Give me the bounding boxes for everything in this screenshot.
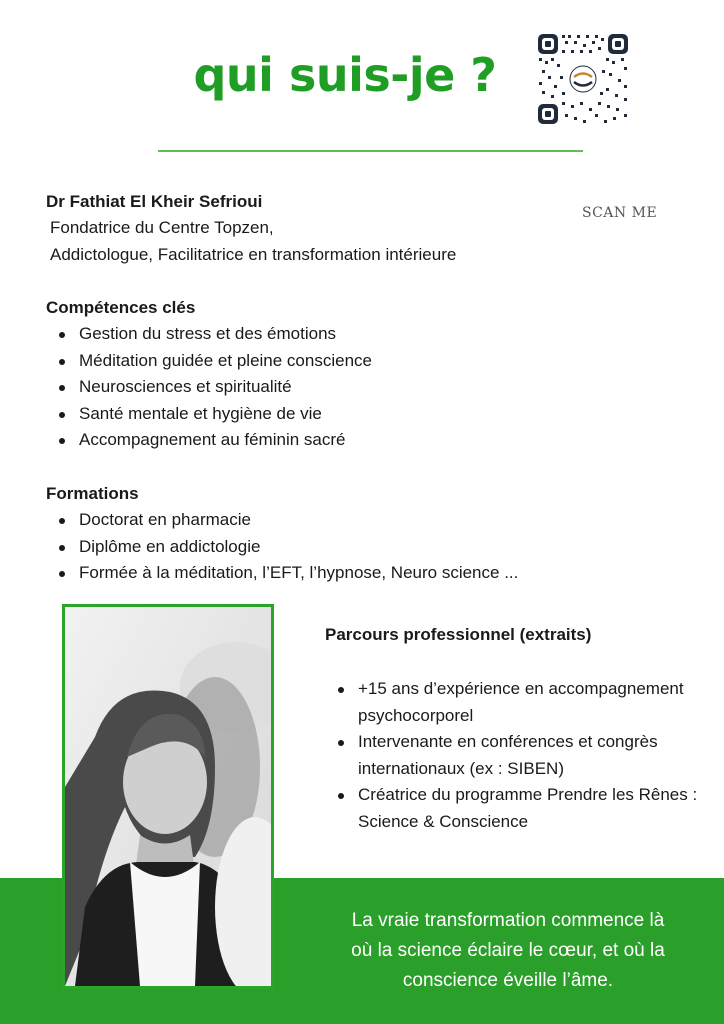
list-item: Formée à la méditation, l’EFT, l’hypnose, Neuro science ... (47, 560, 518, 587)
parcours-list (326, 676, 706, 835)
header-divider (158, 150, 583, 152)
quote-line: où la science éclaire le cœur, et où la (351, 940, 665, 961)
quote-line: conscience éveille l’âme. (402, 970, 614, 991)
qr-code-icon[interactable] (536, 32, 630, 126)
list-item: Intervenante en conférences et congrès internationaux (ex : SIBEN) (326, 729, 706, 782)
formations-title: Formations (46, 484, 139, 503)
list-item: Santé mentale et hygiène de vie (47, 401, 372, 428)
formations-list (47, 507, 518, 587)
scan-me-label: SCAN ME (582, 205, 658, 221)
profile-role-line1: Fondatrice du Centre Topzen, (50, 218, 274, 237)
list-item: Accompagnement au féminin sacré (47, 427, 372, 454)
list-item: Diplôme en addictologie (47, 534, 518, 561)
competences-list (47, 321, 372, 454)
page-title: qui suis-je ? (193, 48, 497, 102)
list-item: +15 ans d’expérience en accompagnement psychocorporel (326, 676, 706, 729)
list-item: Doctorat en pharmacie (47, 507, 518, 534)
list-item: Méditation guidée et pleine conscience (47, 348, 372, 375)
quote-line: La vraie transformation commence là (351, 910, 665, 931)
parcours-title: Parcours professionnel (extraits) (325, 625, 592, 644)
portrait-photo (62, 604, 274, 989)
list-item: Neurosciences et spiritualité (47, 374, 372, 401)
list-item: Gestion du stress et des émotions (47, 321, 372, 348)
profile-role-line2: Addictologue, Facilitatrice en transformation intérieure (50, 245, 457, 264)
profile-name: Dr Fathiat El Kheir Sefrioui (46, 192, 263, 211)
competences-title: Compétences clés (46, 298, 196, 317)
quote-text (318, 906, 698, 996)
list-item: Créatrice du programme Prendre les Rênes : Science & Conscience (326, 782, 706, 835)
